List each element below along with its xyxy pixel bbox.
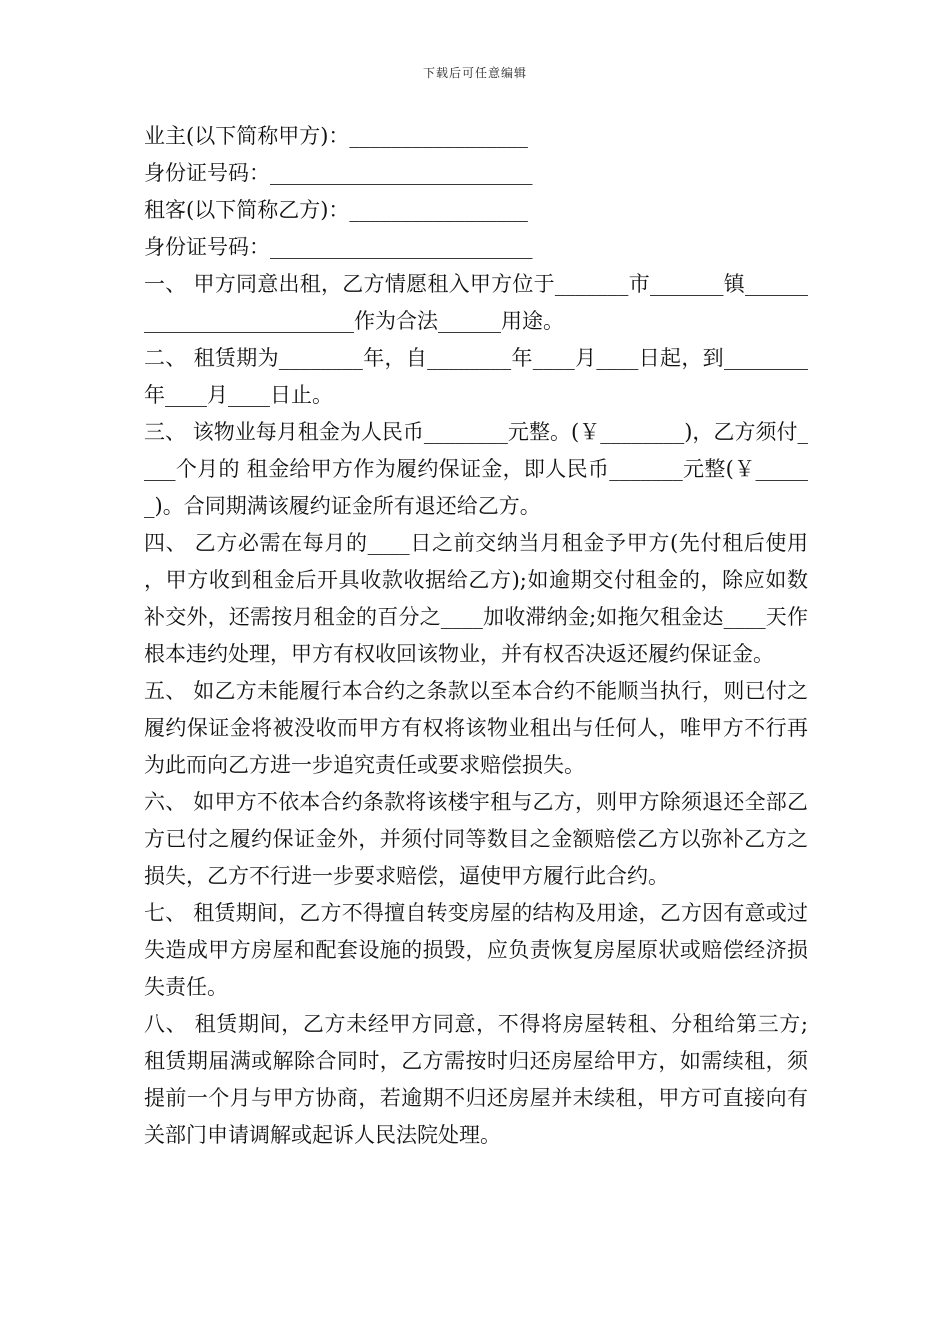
clause-3: 三、 该物业每月租金为人民币________元整。(￥________)，乙方须付____个月的 租金给甲方作为履约保证金，即人民币_______元整(￥______)。合同期满该履约证金所有退还给乙方。 xyxy=(144,420,808,518)
tenant-id-line: 身份证号码：_________________________ xyxy=(144,235,533,259)
clause-7: 七、 租赁期间，乙方不得擅自转变房屋的结构及用途，乙方因有意或过失造成甲方房屋和配套设施的损毁，应负责恢复房屋原状或赔偿经济损失责任。 xyxy=(144,901,808,999)
header-note: 下载后可任意编辑 xyxy=(422,66,527,80)
clause-8: 八、 租赁期间，乙方未经甲方同意，不得将房屋转租、分租给第三方;租赁期届满或解除合同时，乙方需按时归还房屋给甲方，如需续租，须提前一个月与甲方协商，若逾期不归还房屋并未续租，甲方可直接向有关部门申请调解或起诉人民法院处理。 xyxy=(144,1012,808,1147)
landlord-line: 业主(以下简称甲方)：_________________ xyxy=(144,124,528,148)
clause-5: 五、 如乙方未能履行本合约之条款以至本合约不能顺当执行，则已付之履约保证金将被没收而甲方有权将该物业租出与任何人，唯甲方不行再为此而向乙方进一步追究责任或要求赔偿损失。 xyxy=(144,679,808,777)
clause-1: 一、 甲方同意出租，乙方情愿租入甲方位于_______市_______镇__________________________作为合法______用途。 xyxy=(144,272,808,333)
clause-6: 六、 如甲方不依本合约条款将该楼宇租与乙方，则甲方除须退还全部乙方已付之履约保证金外，并须付同等数目之金额赔偿乙方以弥补乙方之损失，乙方不行进一步要求赔偿，逼使甲方履行此合约。 xyxy=(144,790,808,888)
landlord-id-line: 身份证号码：_________________________ xyxy=(144,161,533,185)
clause-2: 二、 租赁期为________年，自________年____月____日起，到________年____月____日止。 xyxy=(144,346,808,407)
contract-body xyxy=(144,118,808,1154)
clause-4: 四、 乙方必需在每月的____日之前交纳当月租金予甲方(先付租后使用，甲方收到租金后开具收款收据给乙方);如逾期交付租金的，除应如数补交外，还需按月租金的百分之____加收滞纳金;如拖欠租金达____天作根本违约处理，甲方有权收回该物业，并有权否决返还履约保证金。 xyxy=(144,531,808,666)
tenant-line: 租客(以下简称乙方)：_________________ xyxy=(144,198,528,222)
